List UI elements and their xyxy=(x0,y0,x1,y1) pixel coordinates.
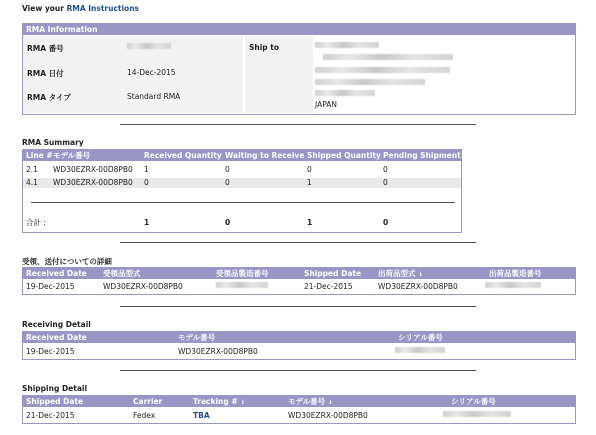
details-title: 受領、送付についての詳細 xyxy=(22,257,112,266)
receiving-header-row xyxy=(23,332,575,343)
cell-received: 0 xyxy=(144,178,149,187)
col-carrier[interactable]: Carrier xyxy=(133,397,163,406)
instructions-line xyxy=(22,4,139,13)
total-label: 合計 : xyxy=(26,218,46,227)
receiving-detail-table xyxy=(22,331,576,360)
rma-number-label: RMA 番号 xyxy=(27,44,64,53)
instructions-prefix: View your xyxy=(22,4,64,13)
ship-to-line-5 xyxy=(315,90,375,96)
rma-information-panel xyxy=(22,23,576,115)
table-row xyxy=(23,165,461,175)
cell-carrier: Fedex xyxy=(133,411,156,420)
rma-summary-table xyxy=(22,149,462,233)
col-model-label: モデル番号 xyxy=(288,397,326,406)
cell-pending: 0 xyxy=(383,178,388,187)
cell-received-model: WD30EZRX-00D8PB0 xyxy=(103,282,183,291)
cell-received-date: 19-Dec-2015 xyxy=(26,347,75,356)
tracking-link[interactable]: TBA xyxy=(193,411,210,420)
cell-line: 2.1 xyxy=(26,165,38,174)
cell-shipped: 1 xyxy=(307,178,312,187)
table-row xyxy=(23,347,575,357)
col-model-number[interactable]: モデル番号 xyxy=(178,333,216,342)
cell-received: 1 xyxy=(144,165,149,174)
total-received: 1 xyxy=(144,218,150,227)
cell-waiting: 0 xyxy=(225,165,230,174)
receiving-detail-title: Receiving Detail xyxy=(22,320,91,329)
col-tracking-number[interactable] xyxy=(193,396,245,408)
sort-arrow-icon: ↓ xyxy=(327,399,333,406)
col-serial-number[interactable]: シリアル番号 xyxy=(398,333,443,342)
shipping-detail-title: Shipping Detail xyxy=(22,384,88,393)
ship-to-line-2 xyxy=(323,54,453,60)
divider xyxy=(120,306,476,307)
col-received-date[interactable]: Received Date xyxy=(26,333,87,342)
total-pending: 0 xyxy=(383,218,389,227)
cell-model: WD30EZRX-00D8PB0 xyxy=(53,178,133,187)
col-received-serial[interactable]: 受領品製造番号 xyxy=(216,269,269,278)
col-line-number: Line # xyxy=(26,151,53,160)
table-row xyxy=(23,282,575,292)
col-shipped-model-label: 出荷品型式 xyxy=(378,269,416,278)
cell-shipped-model: WD30EZRX-00D8PB0 xyxy=(378,282,458,291)
cell-serial-number xyxy=(395,347,445,353)
col-received-model[interactable]: 受領品型式 xyxy=(103,269,141,278)
col-shipped-model[interactable] xyxy=(378,268,423,280)
rma-type-label: RMA タイプ xyxy=(27,93,71,102)
ship-to-line-1 xyxy=(315,42,379,48)
col-shipped-date[interactable]: Shipped Date xyxy=(304,269,362,278)
cell-model: WD30EZRX-00D8PB0 xyxy=(53,165,133,174)
shipping-header-row xyxy=(23,396,575,407)
details-table xyxy=(22,267,576,295)
rma-number-value xyxy=(127,43,171,49)
rma-summary-title: RMA Summary xyxy=(22,138,84,147)
col-received-quantity: Received Quantity xyxy=(144,151,222,160)
total-waiting: 0 xyxy=(225,218,231,227)
details-header-row xyxy=(23,268,575,279)
sort-arrow-icon: ↓ xyxy=(418,271,424,278)
summary-total-row xyxy=(23,218,461,228)
cell-model-number: WD30EZRX-00D8PB0 xyxy=(288,411,368,420)
col-model-number[interactable] xyxy=(288,396,333,408)
col-model-number: モデル番号 xyxy=(53,151,91,160)
col-tracking-label: Tracking # xyxy=(193,397,238,406)
table-row xyxy=(23,411,575,421)
total-shipped: 1 xyxy=(307,218,313,227)
cell-received-date: 19-Dec-2015 xyxy=(26,282,75,291)
cell-waiting: 0 xyxy=(225,178,230,187)
cell-received-serial xyxy=(216,282,268,288)
shipping-detail-table xyxy=(22,395,576,424)
col-serial-number[interactable]: シリアル番号 xyxy=(451,397,496,406)
cell-pending: 0 xyxy=(383,165,388,174)
col-shipped-serial[interactable]: 出荷品製造番号 xyxy=(489,269,542,278)
ship-to-line-3 xyxy=(315,67,450,73)
rma-type-value: Standard RMA xyxy=(127,92,181,101)
cell-line: 4.1 xyxy=(26,178,38,187)
col-pending-shipment: Pending Shipment xyxy=(383,151,461,160)
divider xyxy=(120,370,476,371)
table-row xyxy=(23,178,461,188)
col-shipped-quantity: Shipped Quantity xyxy=(307,151,381,160)
col-received-date[interactable]: Received Date xyxy=(26,269,87,278)
divider xyxy=(120,242,476,243)
ship-to-label: Ship to xyxy=(249,43,280,52)
divider xyxy=(120,124,476,125)
col-waiting-to-receive: Waiting to Receive xyxy=(225,151,305,160)
sort-arrow-icon: ↓ xyxy=(240,399,246,406)
rma-date-label: RMA 日付 xyxy=(27,69,64,78)
ship-to-country: JAPAN xyxy=(315,100,337,109)
rma-information-header: RMA Information xyxy=(23,24,575,35)
cell-shipped-date: 21-Dec-2015 xyxy=(304,282,353,291)
rma-instructions-link[interactable]: RMA Instructions xyxy=(66,4,140,13)
cell-model-number: WD30EZRX-00D8PB0 xyxy=(178,347,258,356)
rma-summary-header-row xyxy=(23,150,461,161)
cell-shipped-date: 21-Dec-2015 xyxy=(26,411,75,420)
cell-serial-number xyxy=(443,411,511,417)
summary-total-divider xyxy=(31,202,455,203)
ship-to-line-4 xyxy=(315,79,425,85)
cell-shipped-serial xyxy=(485,282,541,288)
col-shipped-date[interactable]: Shipped Date xyxy=(26,397,84,406)
cell-shipped: 0 xyxy=(307,165,312,174)
rma-date-value: 14-Dec-2015 xyxy=(127,68,176,77)
